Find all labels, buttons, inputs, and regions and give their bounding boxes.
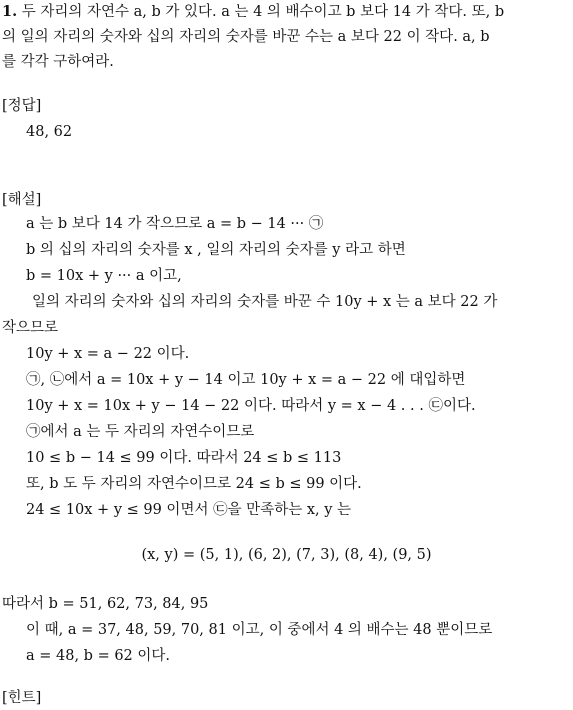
solution-line: 10y + x = a − 22 이다.	[26, 346, 190, 362]
solution-line: ㉠, ㉡에서 a = 10x + y − 14 이고 10y + x = a − 22 에 대입하면	[26, 372, 466, 388]
problem-text-1: 두 자리의 자연수 a, b 가 있다. a 는 4 의 배수이고 b 보다 14 가 작다. 또, b	[21, 4, 505, 20]
answer-value: 48, 62	[26, 124, 73, 140]
solution-line: a = 48, b = 62 이다.	[26, 648, 171, 664]
solution-line: b = 10x + y ··· a 이고,	[26, 268, 182, 284]
solution-line: 10y + x = 10x + y − 14 − 22 이다. 따라서 y = x − 4 . . . ㉢이다.	[26, 398, 476, 414]
answer-heading: [정답]	[2, 98, 42, 114]
solution-line: ㉠에서 a 는 두 자리의 자연수이므로	[26, 424, 255, 440]
solution-line: 또, b 도 두 자리의 자연수이므로 24 ≤ b ≤ 99 이다.	[26, 476, 362, 492]
solution-line: a 는 b 보다 14 가 작으므로 a = b − 14 ··· ㉠	[26, 216, 324, 232]
solution-heading: [해설]	[2, 192, 42, 208]
solution-line: 24 ≤ 10x + y ≤ 99 이면서 ㉢을 만족하는 x, y 는	[26, 502, 352, 518]
problem-line-1	[2, 2, 504, 22]
problem-line-3: 를 각각 구하여라.	[2, 54, 114, 70]
solution-line: 이 때, a = 37, 48, 59, 70, 81 이고, 이 중에서 4 의 배수는 48 뿐이므로	[26, 622, 493, 638]
problem-number: 1.	[2, 3, 18, 20]
solution-line: 작으므로	[2, 320, 59, 336]
problem-line-2: 의 일의 자리의 숫자와 십의 자리의 숫자를 바꾼 수는 a 보다 22 이 작다. a, b	[2, 29, 490, 45]
solution-line: 10 ≤ b − 14 ≤ 99 이다. 따라서 24 ≤ b ≤ 113	[26, 450, 342, 466]
hint-heading: [힌트]	[2, 690, 42, 706]
solution-line: b 의 십의 자리의 숫자를 x , 일의 자리의 숫자를 y 라고 하면	[26, 242, 406, 258]
solution-display-equation: (x, y) = (5, 1), (6, 2), (7, 3), (8, 4), (9, 5)	[141, 547, 432, 563]
solution-line: 일의 자리의 숫자와 십의 자리의 숫자를 바꾼 수 10y + x 는 a 보다 22 가	[32, 294, 498, 310]
solution-line: 따라서 b = 51, 62, 73, 84, 95	[2, 596, 209, 612]
